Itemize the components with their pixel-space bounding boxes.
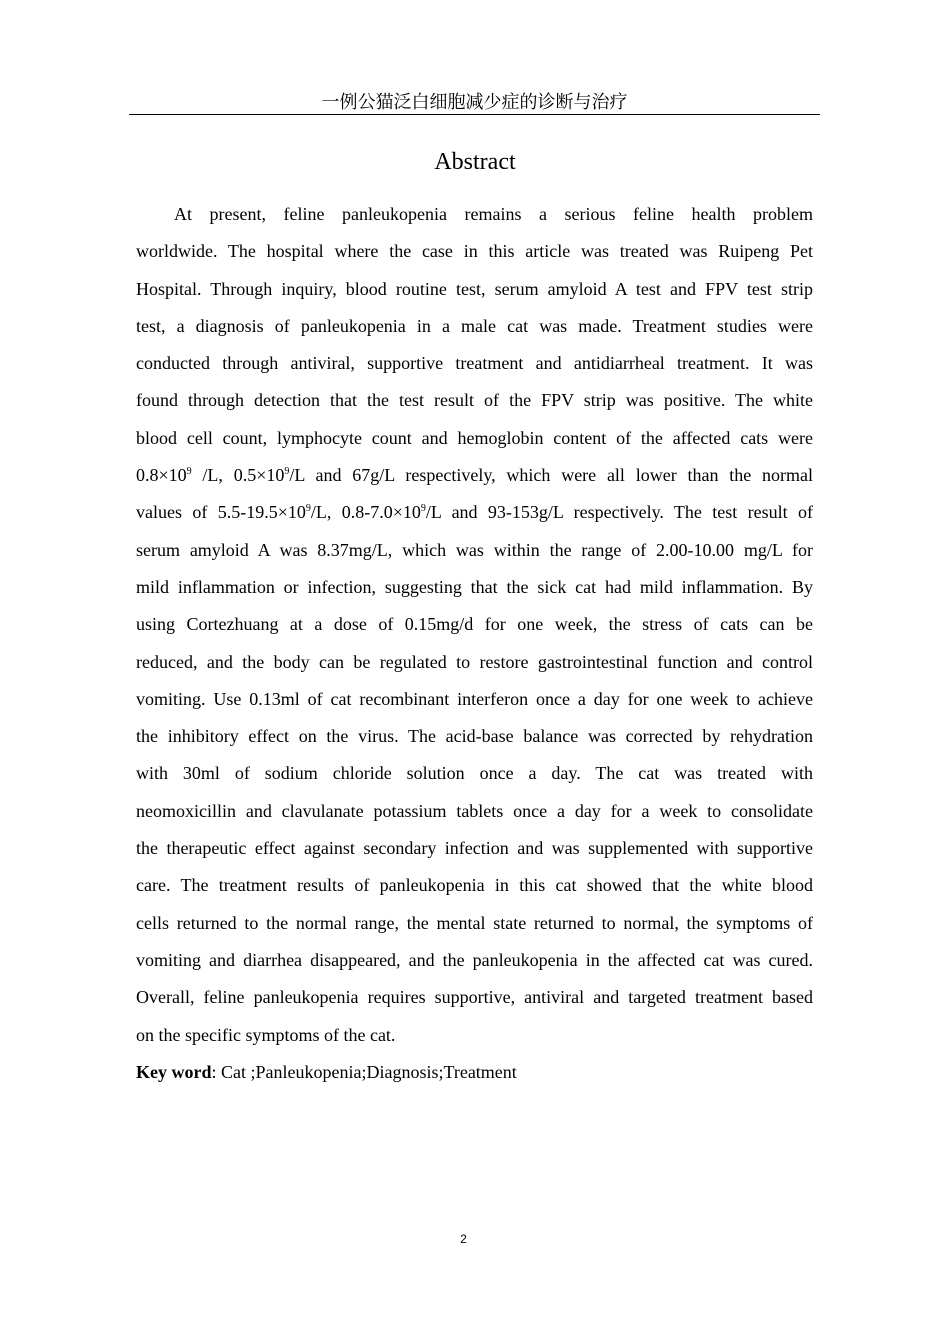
text-run: using Cortezhuang at a dose of 0.15mg/d for one week, the stress of cats can be: [136, 614, 813, 635]
abstract-line: [136, 1021, 813, 1058]
abstract-line: [136, 237, 813, 274]
text-run: found through detection that the test result of the FPV strip was positive. The white: [136, 390, 813, 411]
header-rule: [129, 114, 820, 115]
abstract-line: [136, 200, 813, 237]
text-run: the inhibitory effect on the virus. The acid-base balance was corrected by rehydration: [136, 726, 813, 747]
abstract-body: [136, 200, 813, 1095]
text-run: /L and 93-153g/L respectively. The test result of: [425, 502, 813, 523]
text-run: neomoxicillin and clavulanate potassium tablets once a day for a week to consolidate: [136, 800, 813, 821]
abstract-line: [136, 610, 813, 647]
keywords-text: : Cat ;Panleukopenia;Diagnosis;Treatment: [211, 1061, 517, 1082]
abstract-line: [136, 386, 813, 423]
superscript: 9: [284, 466, 290, 478]
abstract-paragraph: [136, 200, 813, 1058]
text-run: Overall, feline panleukopenia requires supportive, antiviral and targeted treatment based: [136, 987, 813, 1008]
abstract-line: [136, 946, 813, 983]
text-run: vomiting. Use 0.13ml of cat recombinant interferon once a day for one week to achieve: [136, 688, 813, 709]
keywords-label: Key word: [136, 1061, 212, 1082]
abstract-line: [136, 759, 813, 796]
text-run: serum amyloid A was 8.37mg/L, which was within the range of 2.00-10.00 mg/L for: [136, 539, 813, 560]
abstract-line: [136, 797, 813, 834]
abstract-line: [136, 312, 813, 349]
text-run: /L, 0.8-7.0×10: [310, 502, 421, 523]
abstract-line: [136, 461, 813, 498]
text-run: Hospital. Through inquiry, blood routine test, serum amyloid A test and FPV test strip: [136, 278, 813, 299]
text-run: reduced, and the body can be regulated to restore gastrointestinal function and control: [136, 651, 813, 672]
abstract-title: Abstract: [434, 149, 516, 175]
abstract-line: [136, 834, 813, 871]
text-run: the therapeutic effect against secondary infection and was supplemented with supportive: [136, 838, 813, 859]
text-run: with 30ml of sodium chloride solution once a day. The cat was treated with: [136, 763, 813, 784]
text-run: on the specific symptoms of the cat.: [136, 1024, 396, 1045]
abstract-line: [136, 722, 813, 759]
abstract-line: [136, 424, 813, 461]
abstract-line: [136, 349, 813, 386]
text-run: cells returned to the normal range, the mental state returned to normal, the symptoms of: [136, 912, 813, 933]
text-run: blood cell count, lymphocyte count and hemoglobin content of the affected cats were: [136, 427, 813, 448]
running-header: 一例公猫泛白细胞减少症的诊断与治疗: [321, 92, 628, 112]
text-run: vomiting and diarrhea disappeared, and the panleukopenia in the affected cat was cured.: [136, 949, 813, 970]
abstract-line: [136, 573, 813, 610]
abstract-line: [136, 536, 813, 573]
text-run: 0.8×10: [136, 465, 187, 486]
superscript: 9: [420, 503, 426, 515]
superscript: 9: [305, 503, 311, 515]
text-run: mild inflammation or infection, suggesting that the sick cat had mild inflammation. By: [136, 576, 813, 597]
keywords-line: [136, 1058, 813, 1095]
text-run: care. The treatment results of panleukopenia in this cat showed that the white blood: [136, 875, 813, 896]
page-number: 2: [460, 1232, 467, 1246]
text-run: /L and 67g/L respectively, which were all lower than the normal: [289, 465, 813, 486]
abstract-line: [136, 498, 813, 535]
abstract-line: [136, 909, 813, 946]
text-run: values of 5.5-19.5×10: [136, 502, 306, 523]
abstract-line: [136, 648, 813, 685]
text-run: conducted through antiviral, supportive treatment and antidiarrheal treatment. It was: [136, 353, 813, 374]
text-run: At present, feline panleukopenia remains a serious feline health problem: [174, 204, 813, 224]
abstract-line: [136, 275, 813, 312]
text-run: /L, 0.5×10: [191, 465, 285, 486]
text-run: test, a diagnosis of panleukopenia in a male cat was made. Treatment studies were: [136, 315, 813, 336]
text-run: worldwide. The hospital where the case in this article was treated was Ruipeng Pet: [136, 241, 813, 262]
abstract-line: [136, 685, 813, 722]
abstract-line: [136, 871, 813, 908]
superscript: 9: [186, 466, 192, 478]
abstract-line: [136, 983, 813, 1020]
